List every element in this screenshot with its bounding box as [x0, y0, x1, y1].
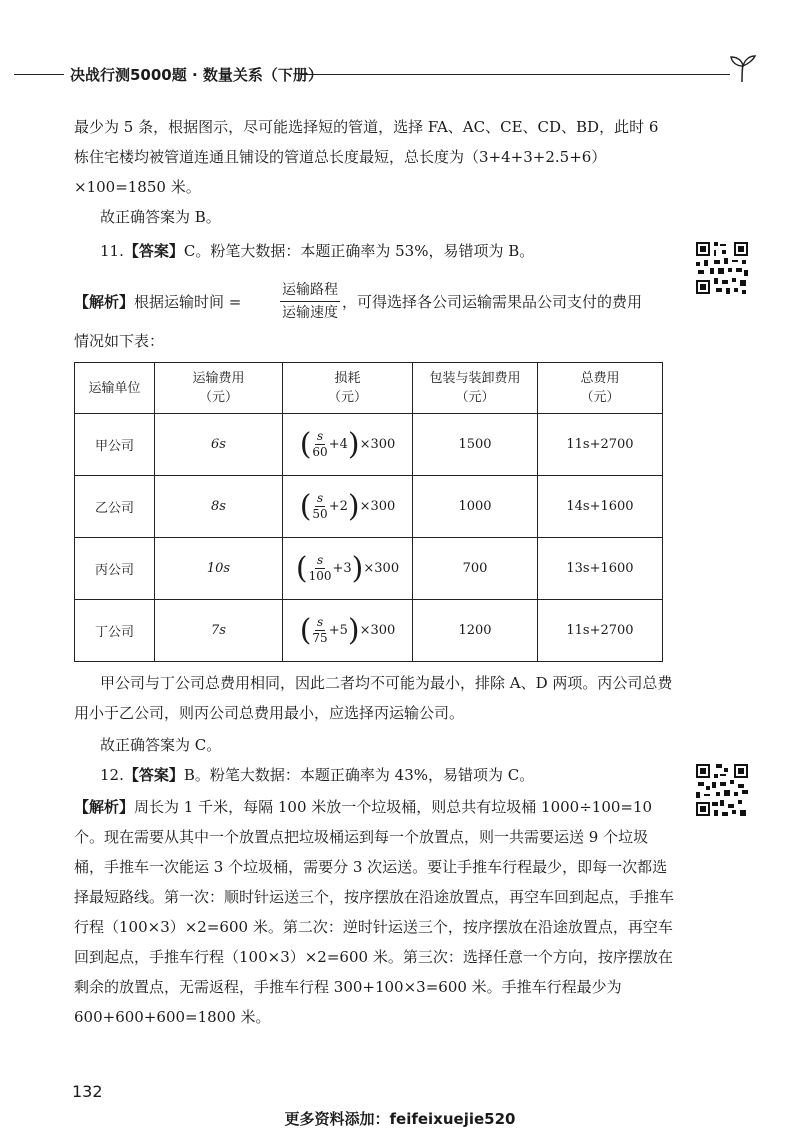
- cell-packing: 1500: [413, 414, 538, 476]
- header-transport-cost: 运输费用 （元）: [155, 363, 283, 414]
- cell-total: 13s+1600: [538, 538, 663, 600]
- q12-qr-code: [694, 762, 750, 818]
- cell-total: 11s+2700: [538, 600, 663, 662]
- q12-answer: [100, 760, 700, 790]
- q12-answer-tag: 【答案】: [123, 766, 184, 784]
- cell-transport: 7s: [155, 600, 283, 662]
- cell-company: 甲公司: [75, 414, 155, 476]
- q10-conclusion: 故正确答案为 B。: [100, 208, 221, 226]
- table-row: [75, 538, 663, 600]
- table-row: [75, 476, 663, 538]
- header-loss: 损耗 （元）: [283, 363, 413, 414]
- q12-analysis-tag: 【解析】: [74, 798, 135, 816]
- cell-loss: ( s 100 +3 ) ×300: [283, 538, 413, 600]
- transport-time-fraction: [280, 280, 340, 323]
- footer-contact: 更多资料添加：feifeixuejie520: [284, 1110, 516, 1128]
- q11-analysis-tag: 【解析】: [74, 293, 135, 311]
- table-header-row: [75, 363, 663, 414]
- cell-company: 乙公司: [75, 476, 155, 538]
- running-header: [0, 62, 800, 86]
- cell-packing: 1000: [413, 476, 538, 538]
- q11-analysis-post: ，可得选择各公司运输需果品公司支付的费用: [342, 293, 643, 311]
- q12-number: 12.: [100, 766, 124, 784]
- fraction-numerator: 运输路程: [280, 280, 340, 302]
- q11-answer-text: C。粉笔大数据：本题正确率为 53%，易错项为 B。: [183, 242, 535, 260]
- q11-analysis-pre: 根据运输时间 =: [134, 293, 242, 311]
- q10-body: 最少为 5 条，根据图示，尽可能选择短的管道，选择 FA、AC、CE、CD、BD，此时 6 栋住宅楼均被管道连通且铺设的管道总长度最短，总长度为（3+4+3+2.5+6）×100=1850 米。: [74, 118, 659, 196]
- q11-after-table: 甲公司与丁公司总费用相同，因此二者均不可能为最小，排除 A、D 两项。丙公司总费用小于乙公司，则丙公司总费用最小，应选择丙运输公司。: [74, 674, 673, 722]
- q11-answer-tag: 【答案】: [123, 242, 184, 260]
- cell-company: 丙公司: [75, 538, 155, 600]
- q12-analysis: [74, 792, 674, 1032]
- cell-transport: 6s: [155, 414, 283, 476]
- table-row: [75, 600, 663, 662]
- header-company: 运输单位: [75, 363, 155, 414]
- q12-analysis-text: 周长为 1 千米，每隔 100 米放一个垃圾桶，则总共有垃圾桶 1000÷100=10 个。现在需要从其中一个放置点把垃圾桶运到每一个放置点，则一共需要运送 9 个垃圾桶，手推车一次能运 3 个垃圾桶，需要分 3 次运送。要让手推车行程最少，即每一次都选择最短路线。第一次：顺时针运送三个，按序摆放在沿途放置点，再空车回到起点，手推车行程（100×3）×2=600 米。第二次：逆时针运送三个，按序摆放在沿途放置点，再空车回到起点，手推车行程（100×3）×2=600 米。第三次：选择任意一个方向，按序摆放在剩余的放置点，无需返程，手推车行程 300+100×3=600 米。手推车行程最少为 600+600+600=1800 米。: [74, 798, 675, 1026]
- cell-transport: 8s: [155, 476, 283, 538]
- q11-qr-code: [694, 240, 750, 296]
- header-total-cost: 总费用 （元）: [538, 363, 663, 414]
- cell-transport: 10s: [155, 538, 283, 600]
- page-number: 132: [72, 1082, 103, 1101]
- q11-analysis-line2: 情况如下表：: [74, 332, 165, 350]
- header-rule-right: [300, 74, 730, 75]
- header-packing-cost: 包装与装卸费用 （元）: [413, 363, 538, 414]
- cell-loss: ( s 75 +5 ) ×300: [283, 600, 413, 662]
- sprout-icon: [726, 54, 760, 84]
- q11-number: 11.: [100, 242, 124, 260]
- cost-table: [74, 362, 663, 662]
- book-title: 决战行测5000题 · 数量关系（下册）: [70, 66, 323, 84]
- table-row: [75, 414, 663, 476]
- cell-loss: ( s 60 +4 ) ×300: [283, 414, 413, 476]
- cell-total: 11s+2700: [538, 414, 663, 476]
- cell-company: 丁公司: [75, 600, 155, 662]
- header-rule-left: [14, 74, 64, 75]
- cell-total: 14s+1600: [538, 476, 663, 538]
- q12-answer-text: B。粉笔大数据：本题正确率为 43%，易错项为 C。: [183, 766, 535, 784]
- fraction-denominator: 运输速度: [282, 305, 338, 321]
- q11-analysis-line: [74, 280, 694, 324]
- q11-answer: [100, 236, 700, 266]
- cell-packing: 1200: [413, 600, 538, 662]
- cell-loss: ( s 50 +2 ) ×300: [283, 476, 413, 538]
- q11-conclusion: 故正确答案为 C。: [100, 736, 222, 754]
- cell-packing: 700: [413, 538, 538, 600]
